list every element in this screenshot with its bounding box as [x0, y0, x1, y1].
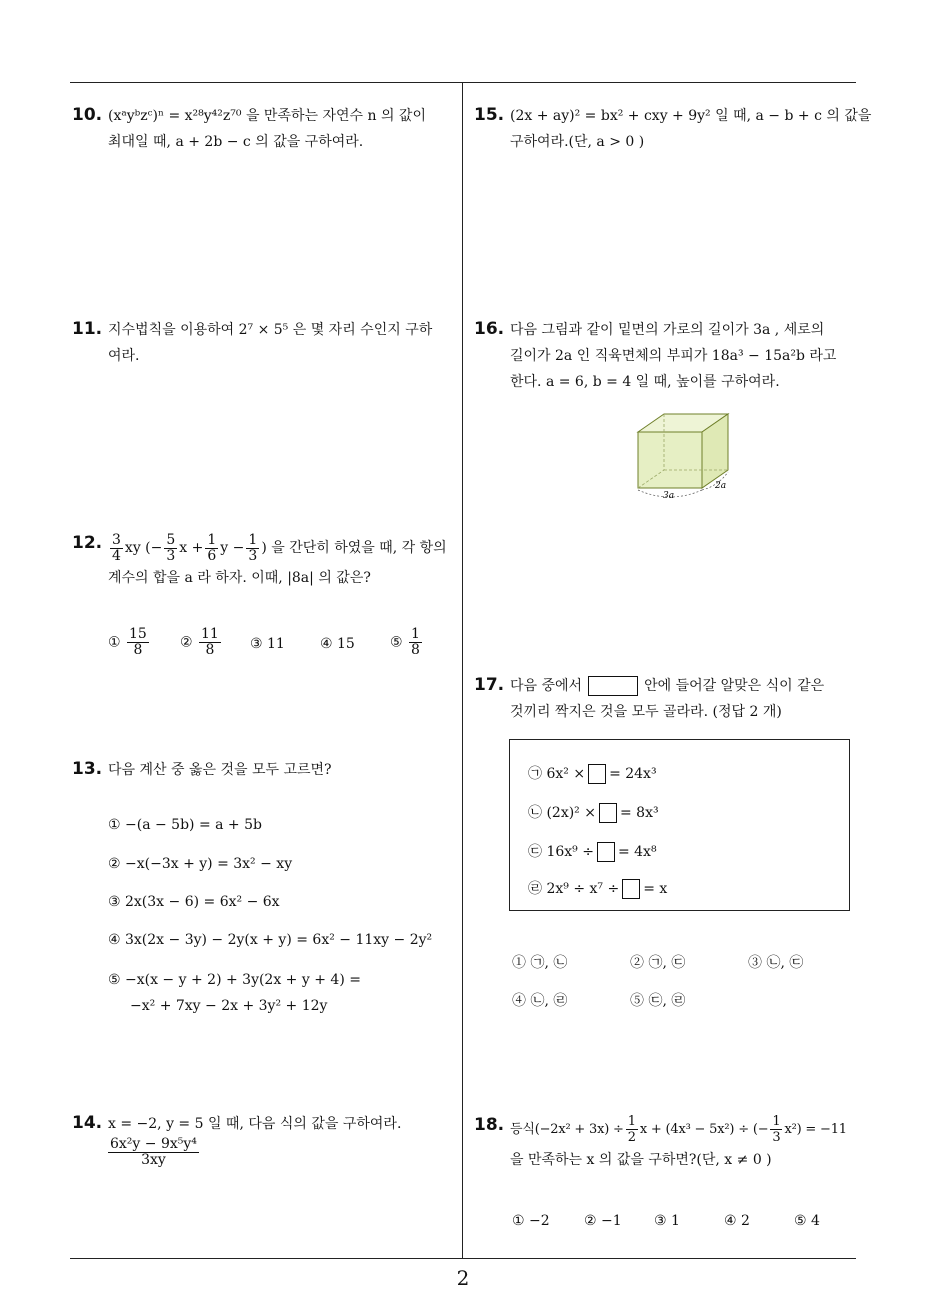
- problem-text: (2x + ay)² = bx² + cxy + 9y² 일 때, a − b + c 의 값을: [510, 108, 872, 124]
- problem-number: 12.: [72, 533, 103, 553]
- blank-box: [588, 676, 638, 696]
- fraction: $\frac{11}{8}$: [201, 626, 219, 658]
- option-1[interactable]: ① −(a − 5b) = a + 5b: [108, 817, 262, 833]
- statement-box: [509, 739, 850, 911]
- fraction: $\frac{1}{3}$: [248, 531, 258, 564]
- option-2[interactable]: ② $\frac{11}{8}$: [180, 626, 219, 658]
- option-3[interactable]: ③ 1: [654, 1213, 680, 1229]
- width-label: 3a: [663, 491, 675, 500]
- problem-number: 17.: [474, 675, 505, 695]
- problem-text: x = −2, y = 5 일 때, 다음 식의 값을 구하여라.: [108, 1116, 402, 1132]
- problem-number: 16.: [474, 319, 505, 339]
- statement-item: ㉢ 16x⁹ ÷ = 4x⁸: [528, 844, 657, 860]
- statement-item: ㉠ 6x² × = 24x³: [528, 766, 657, 782]
- option-2[interactable]: ② ㉠, ㉢: [630, 955, 686, 971]
- option-1[interactable]: ① ㉠, ㉡: [512, 955, 568, 971]
- fraction: $\frac{15}{8}$: [129, 626, 147, 658]
- problem-expression: 등식(−2x² + 3x) ÷ $\frac{1}{2}$ x + (4x³ − 5x²) ÷ (− $\frac{1}{3}$ x²) = −11: [510, 1114, 847, 1145]
- fraction: $\frac{3}{4}$: [112, 531, 121, 564]
- problem-expression: $\frac{3}{4}$ xy (− $\frac{5}{3}$ x + $\frac{1}{6}$ y − $\frac{1}{3}$ ) 을 간단히 하였을 때, 각 항의: [112, 531, 447, 564]
- blank-box: [597, 842, 615, 862]
- statement-item: ㉡ (2x)² × = 8x³: [528, 805, 659, 821]
- option-5[interactable]: ⑤ $\frac{1}{8}$: [390, 626, 420, 658]
- page-number: 2: [456, 1266, 470, 1290]
- problem-text: 구하여라.(단, a > 0 ): [510, 134, 645, 150]
- problem-number: 14.: [72, 1113, 103, 1133]
- option-1[interactable]: ① $\frac{15}{8}$: [108, 626, 147, 658]
- fraction: $\frac{1}{2}$: [627, 1114, 636, 1145]
- cuboid-front-face: [638, 432, 702, 488]
- option-2[interactable]: ② −x(−3x + y) = 3x² − xy: [108, 856, 293, 872]
- option-5[interactable]: ⑤ −x(x − y + 2) + 3y(2x + y + 4) =: [108, 972, 361, 988]
- problem-number: 13.: [72, 759, 103, 779]
- option-5[interactable]: ⑤ ㉢, ㉣: [630, 993, 686, 1009]
- option-4[interactable]: ④ 15: [320, 636, 355, 652]
- blank-box: [622, 879, 640, 899]
- column-divider: [462, 83, 463, 1259]
- option-3[interactable]: ③ 11: [250, 636, 285, 652]
- problem-number: 10.: [72, 105, 103, 125]
- problem-number: 15.: [474, 105, 505, 125]
- blank-box: [588, 764, 606, 784]
- problem-text: 지수법칙을 이용하여 2⁷ × 5⁵ 은 몇 자리 수인지 구하: [108, 322, 433, 338]
- fraction: $\frac{5}{3}$: [166, 531, 176, 564]
- statement-item: ㉣ 2x⁹ ÷ x⁷ ÷ = x: [528, 881, 668, 897]
- option-4[interactable]: ④ ㉡, ㉣: [512, 993, 568, 1009]
- option-1[interactable]: ① −2: [512, 1213, 550, 1229]
- blank-box: [599, 803, 617, 823]
- fraction: $\frac{1}{3}$: [772, 1114, 781, 1145]
- problem-text: 을 만족하는 x 의 값을 구하면?(단, x ≠ 0 ): [510, 1152, 772, 1168]
- option-3[interactable]: ③ 2x(3x − 6) = 6x² − 6x: [108, 894, 280, 910]
- fraction: $\frac{1}{6}$: [207, 531, 217, 564]
- option-2[interactable]: ② −1: [584, 1213, 622, 1229]
- problem-text: 계수의 합을 a 라 하자. 이때, |8a| 의 값은?: [108, 570, 371, 586]
- problem-text: 한다. a = 6, b = 4 일 때, 높이를 구하여라.: [510, 374, 780, 390]
- problem-text: 길이가 2a 인 직육면체의 부피가 18a³ − 15a²b 라고: [510, 348, 837, 364]
- problem-number: 18.: [474, 1115, 505, 1135]
- bottom-rule: [70, 1258, 856, 1259]
- problem-text: 다음 그림과 같이 밑면의 가로의 길이가 3a , 세로의: [510, 322, 825, 338]
- option-4[interactable]: ④ 3x(2x − 3y) − 2y(x + y) = 6x² − 11xy − 2y²: [108, 932, 433, 948]
- problem-text: 다음 중에서 안에 들어갈 알맞은 식이 같은: [510, 678, 825, 694]
- problem-text: 것끼리 짝지은 것을 모두 골라라. (정답 2 개): [510, 704, 782, 720]
- option-5[interactable]: ⑤ 4: [794, 1213, 820, 1229]
- option-4[interactable]: ④ 2: [724, 1213, 750, 1229]
- problem-text: 다음 계산 중 옳은 것을 모두 고르면?: [108, 762, 332, 778]
- fraction: $\frac{\text{6x²y − 9x⁵y⁴}}{3xy}$: [110, 1136, 197, 1168]
- problem-text: 최대일 때, a + 2b − c 의 값을 구하여라.: [108, 134, 364, 150]
- problem-text: 여라.: [108, 348, 140, 364]
- problem-number: 11.: [72, 319, 103, 339]
- problem-text: (xᵃyᵇzᶜ)ⁿ = x²⁸y⁴²z⁷⁰ 을 만족하는 자연수 n 의 값이: [108, 108, 426, 124]
- fraction: $\frac{1}{8}$: [411, 626, 420, 658]
- top-rule: [70, 82, 856, 83]
- option-5-continuation: −x² + 7xy − 2x + 3y² + 12y: [130, 998, 328, 1014]
- cuboid-figure: [630, 410, 740, 500]
- option-3[interactable]: ③ ㉡, ㉢: [748, 955, 804, 971]
- depth-label: 2a: [715, 481, 727, 491]
